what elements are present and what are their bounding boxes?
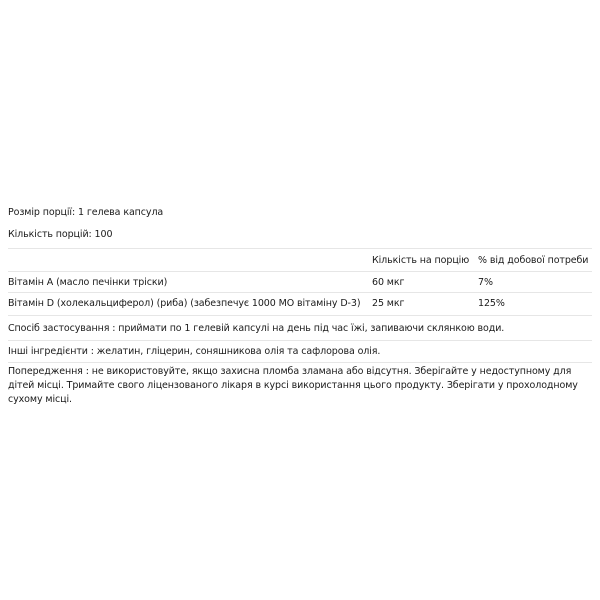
table-row-amount: 60 мкг [372,277,405,288]
table-row-daily-value: 7% [478,277,493,288]
table-top-rule [8,248,592,249]
column-header-amount: Кількість на порцію [372,255,470,266]
usage-instructions: Спосіб застосування : приймати по 1 гелевій капсулі на день під час їжі, запиваючи склянкою води. [8,323,505,334]
section-rule [8,362,592,363]
column-header-daily-value: % від добової потреби [478,255,589,266]
servings-count: Кількість порцій: 100 [8,229,113,240]
table-row-amount: 25 мкг [372,298,405,309]
table-row-name: Вітамін А (масло печінки тріски) [8,277,168,288]
table-bottom-rule [8,315,592,316]
section-rule [8,340,592,341]
other-ingredients: Інші інгредієнти : желатин, гліцерин, соняшникова олія та сафлорова олія. [8,346,381,357]
table-row-rule [8,292,592,293]
table-header-rule [8,271,592,272]
table-row-name: Вітамін D (холекальциферол) (риба) (забезпечує 1000 МО вітаміну D-3) [8,298,361,309]
serving-size: Розмір порції: 1 гелева капсула [8,207,164,218]
table-row-daily-value: 125% [478,298,505,309]
warning-text: Попередження : не використовуйте, якщо захисна пломба зламана або відсутня. Зберігайте у недоступному для дітей місці. Тримайте свого ліцензованого лікаря в курсі використання цього продукту. Зберігати у прохолодному сухому місці. [8,366,578,405]
